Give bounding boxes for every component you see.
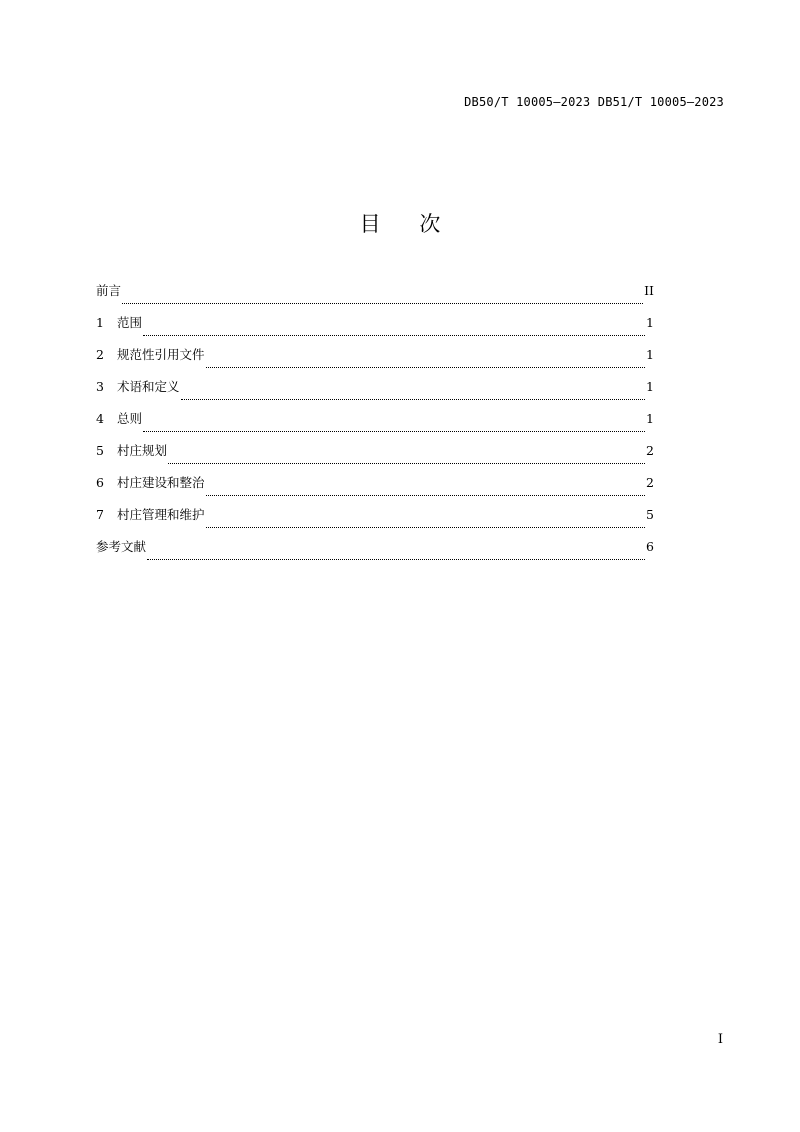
toc-entry-page: 1 (646, 411, 654, 426)
toc-entry-label: 规范性引用文件 (117, 347, 205, 362)
toc-entry-number: 2 (96, 347, 104, 362)
table-of-contents (96, 281, 654, 569)
toc-entry-6[interactable] (96, 473, 654, 505)
toc-entry-label: 前言 (96, 283, 122, 298)
toc-entry-number: 7 (96, 507, 104, 522)
toc-entry-label: 总则 (117, 411, 143, 426)
toc-entry-label: 村庄建设和整治 (117, 475, 205, 490)
toc-leader-dots (122, 303, 643, 304)
toc-leader-dots (168, 463, 645, 464)
toc-entry-label: 参考文献 (96, 539, 147, 554)
toc-leader-dots (181, 399, 645, 400)
toc-entry-5[interactable] (96, 441, 654, 473)
toc-entry-foreword[interactable] (96, 281, 654, 313)
toc-entry-4[interactable] (96, 409, 654, 441)
toc-entry-page: 1 (646, 347, 654, 362)
toc-leader-dots (143, 335, 645, 336)
toc-entry-page: 1 (646, 379, 654, 394)
toc-leader-dots (147, 559, 645, 560)
toc-entry-number: 6 (96, 475, 104, 490)
toc-entry-1[interactable] (96, 313, 654, 345)
toc-entry-page: 1 (646, 315, 654, 330)
toc-entry-number: 5 (96, 443, 104, 458)
toc-entry-label: 范围 (117, 315, 143, 330)
toc-entry-number: 4 (96, 411, 104, 426)
toc-leader-dots (206, 367, 645, 368)
toc-entry-page: 6 (646, 539, 654, 554)
toc-entry-2[interactable] (96, 345, 654, 377)
toc-leader-dots (143, 431, 645, 432)
toc-entry-page: 5 (646, 507, 654, 522)
toc-entry-page: 2 (646, 475, 654, 490)
toc-entry-label: 术语和定义 (117, 379, 180, 394)
toc-entry-label: 村庄管理和维护 (117, 507, 205, 522)
toc-entry-3[interactable] (96, 377, 654, 409)
toc-title (0, 208, 800, 238)
page-number: I (717, 1032, 723, 1047)
toc-entry-number: 1 (96, 315, 104, 330)
toc-entry-references[interactable] (96, 537, 654, 569)
toc-entry-7[interactable] (96, 505, 654, 537)
toc-leader-dots (206, 527, 645, 528)
toc-title-char-1: 目 (359, 212, 381, 236)
toc-leader-dots (206, 495, 645, 496)
toc-entry-label: 村庄规划 (117, 443, 168, 458)
header-standard-code: DB50/T 10005—2023 DB51/T 10005—2023 (464, 95, 724, 109)
toc-entry-number: 3 (96, 379, 104, 394)
toc-entry-page: II (644, 283, 654, 298)
toc-title-char-2: 次 (419, 212, 441, 236)
toc-entry-page: 2 (646, 443, 654, 458)
